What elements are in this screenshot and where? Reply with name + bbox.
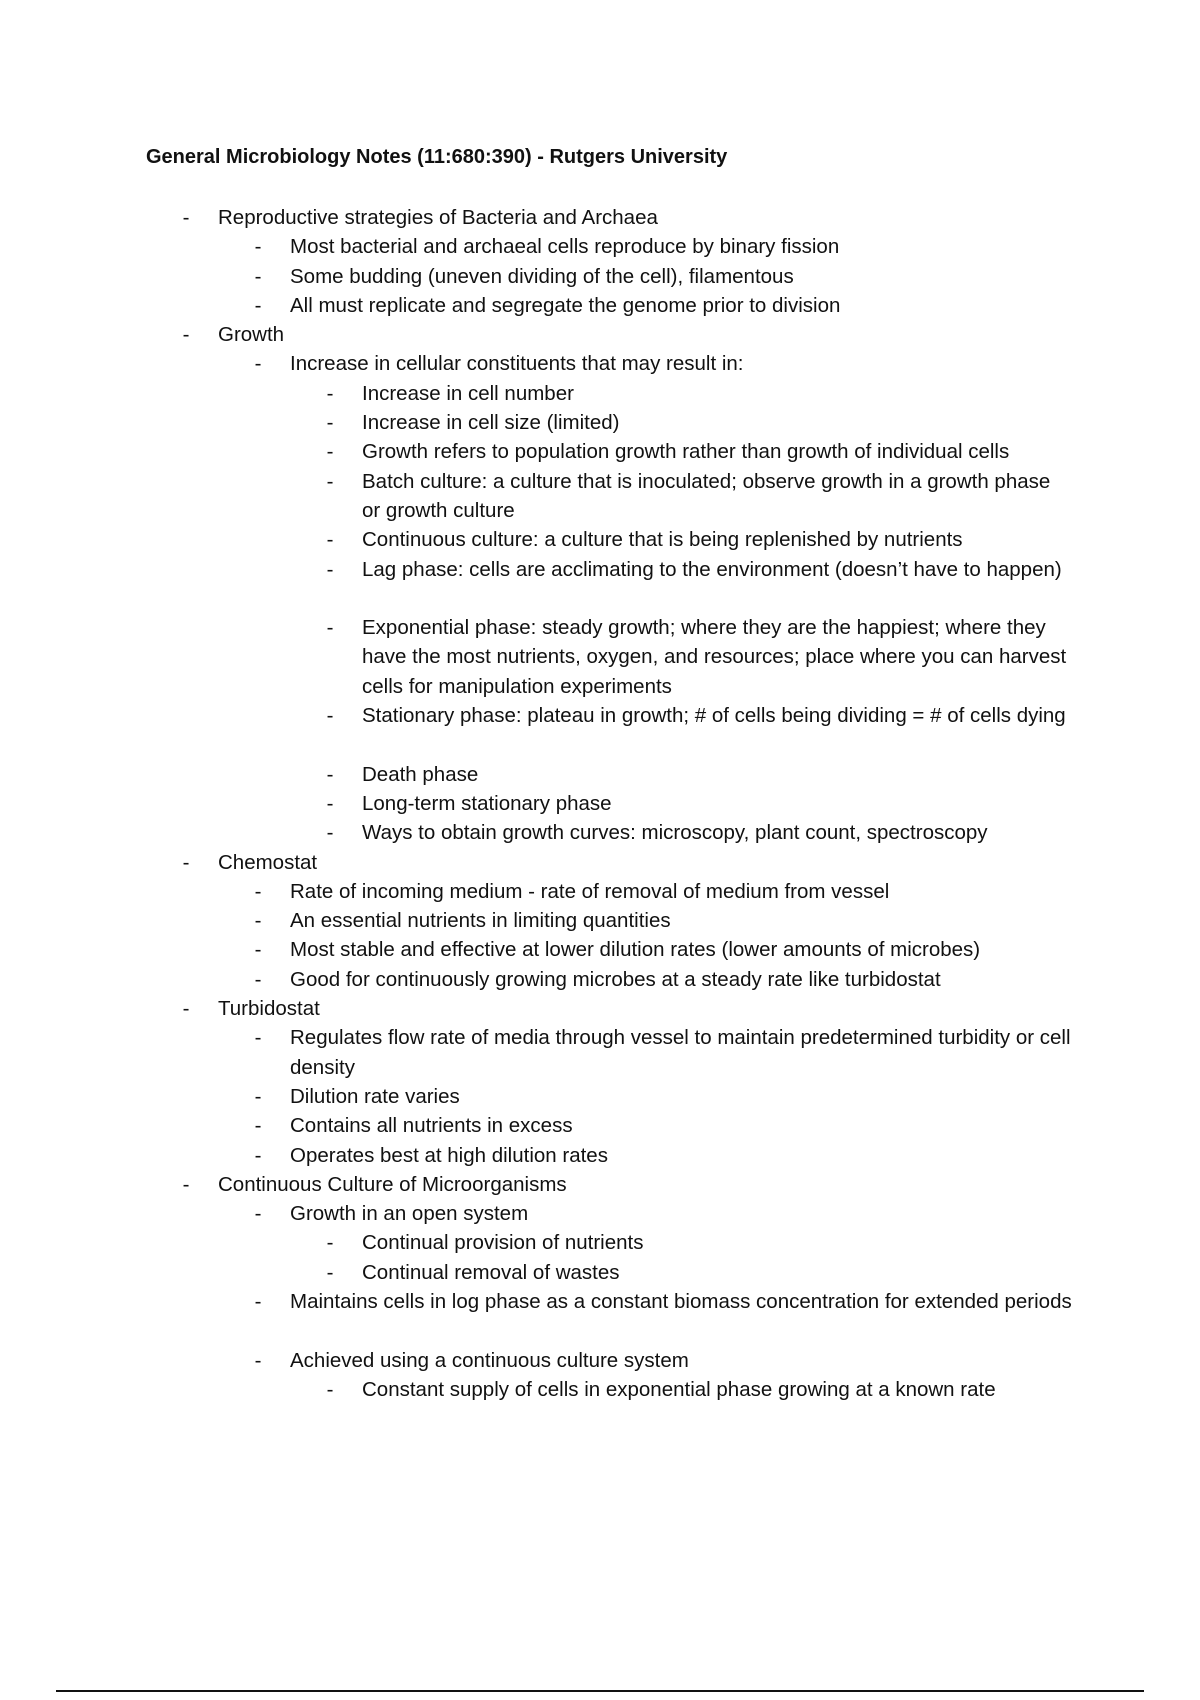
list-item [0,555,1200,614]
bullet-dash: - [254,909,262,933]
footer-divider [56,1690,1144,1692]
list-item [0,877,1200,906]
list-item-text: Some budding (uneven dividing of the cell), filamentous [290,264,794,288]
list-item [0,232,1200,261]
list-item-text: Death phase [362,762,479,786]
list-item [0,1111,1200,1140]
bullet-dash: - [254,1202,262,1226]
list-item [0,1170,1200,1199]
list-item [0,935,1200,964]
list-item [0,1287,1200,1346]
bullet-dash: - [182,206,190,229]
bullet-dash: - [326,762,334,786]
bullet-dash: - [254,1084,262,1108]
list-item [0,349,1200,378]
list-item-text: Long-term stationary phase [362,791,612,815]
bullet-dash: - [254,1289,262,1313]
list-item [0,525,1200,554]
list-item [0,1199,1200,1228]
list-item-text: Ways to obtain growth curves: microscopy, plant count, spectroscopy [362,821,988,845]
list-item-text: Increase in cell number [362,381,574,405]
list-item-text: Continual provision of nutrients [362,1231,644,1255]
bullet-dash: - [254,1114,262,1138]
list-item [0,1375,1200,1404]
list-item-text: Contains all nutrients in excess [290,1114,573,1138]
list-item-text: Growth [218,323,285,347]
bullet-dash: - [254,235,262,259]
list-item-text: Regulates flow rate of media through vessel to maintain predetermined turbidity or cell density [290,1026,1071,1079]
list-item-text: Growth refers to population growth rather than growth of individual cells [362,440,1010,464]
bullet-dash: - [182,850,190,874]
list-item [0,1023,1200,1082]
list-item [0,1346,1200,1375]
list-item [0,906,1200,935]
list-item [0,994,1200,1023]
list-item-text: Dilution rate varies [290,1084,460,1108]
list-item [0,1082,1200,1111]
list-item [0,203,1200,232]
list-item [0,818,1200,847]
list-item-text: Turbidostat [218,997,320,1021]
bullet-dash: - [254,1026,262,1050]
list-item [0,437,1200,466]
list-item-text: All must replicate and segregate the genome prior to division [290,293,841,317]
list-item [0,701,1200,760]
list-item [0,1228,1200,1257]
list-item-text: Maintains cells in log phase as a constant biomass concentration for extended periods [290,1289,1072,1313]
bullet-dash: - [326,1260,334,1284]
list-item [0,965,1200,994]
list-item [0,262,1200,291]
notes-list [0,203,1200,1404]
list-item-text: Rate of incoming medium - rate of removal of medium from vessel [290,879,890,903]
bullet-dash: - [254,352,262,376]
page-title: General Microbiology Notes (11:680:390) - Rutgers University [146,146,728,168]
list-item [0,379,1200,408]
list-item-text: Batch culture: a culture that is inoculated; observe growth in a growth phase or growth culture [362,469,1051,522]
list-item-text: Constant supply of cells in exponential phase growing at a known rate [362,1377,996,1401]
bullet-dash: - [326,440,334,464]
list-item-text: Most bacterial and archaeal cells reproduce by binary fission [290,235,840,259]
list-item-text: Most stable and effective at lower dilution rates (lower amounts of microbes) [290,938,981,962]
list-item [0,848,1200,877]
list-item [0,789,1200,818]
list-item-text: An essential nutrients in limiting quantities [290,909,671,933]
list-item-text: Lag phase: cells are acclimating to the environment (doesn’t have to happen) [362,557,1062,581]
bullet-dash: - [326,411,334,435]
list-item-text: Continuous Culture of Microorganisms [218,1172,567,1196]
bullet-dash: - [254,264,262,288]
bullet-dash: - [182,997,190,1021]
bullet-dash: - [182,1172,190,1196]
list-item [0,467,1200,526]
list-item-text: Stationary phase: plateau in growth; # of cells being dividing = # of cells dying [362,704,1066,728]
bullet-dash: - [326,616,334,640]
list-item-text: Chemostat [218,850,318,874]
list-item-text: Operates best at high dilution rates [290,1143,608,1167]
list-item [0,1141,1200,1170]
bullet-dash: - [254,293,262,317]
bullet-dash: - [326,528,334,552]
list-item-text: Growth in an open system [290,1202,529,1226]
bullet-dash: - [254,1143,262,1167]
bullet-dash: - [326,469,334,493]
list-item [0,1258,1200,1287]
bullet-dash: - [326,704,334,728]
list-item [0,291,1200,320]
bullet-dash: - [326,1377,334,1401]
bullet-dash: - [254,938,262,962]
list-item [0,320,1200,349]
list-item-text: Achieved using a continuous culture system [290,1348,689,1372]
bullet-dash: - [326,821,334,845]
bullet-dash: - [326,791,334,815]
bullet-dash: - [254,879,262,903]
bullet-dash: - [326,1231,334,1255]
list-item-text: Continuous culture: a culture that is being replenished by nutrients [362,528,963,552]
bullet-dash: - [182,323,190,347]
list-item-text: Continual removal of wastes [362,1260,620,1284]
bullet-dash: - [254,967,262,991]
bullet-dash: - [326,557,334,581]
list-item [0,613,1200,701]
list-item [0,408,1200,437]
list-item-text: Exponential phase: steady growth; where they are the happiest; where they have the most nutrients, oxygen, and resources; place where you can harvest cells for manipulation experiments [362,616,1067,698]
list-item-text: Reproductive strategies of Bacteria and Archaea [218,206,658,229]
list-item-text: Increase in cell size (limited) [362,411,620,435]
list-item-text: Increase in cellular constituents that may result in: [290,352,744,376]
list-item [0,760,1200,789]
bullet-dash: - [326,381,334,405]
bullet-dash: - [254,1348,262,1372]
list-item-text: Good for continuously growing microbes at a steady rate like turbidostat [290,967,941,991]
